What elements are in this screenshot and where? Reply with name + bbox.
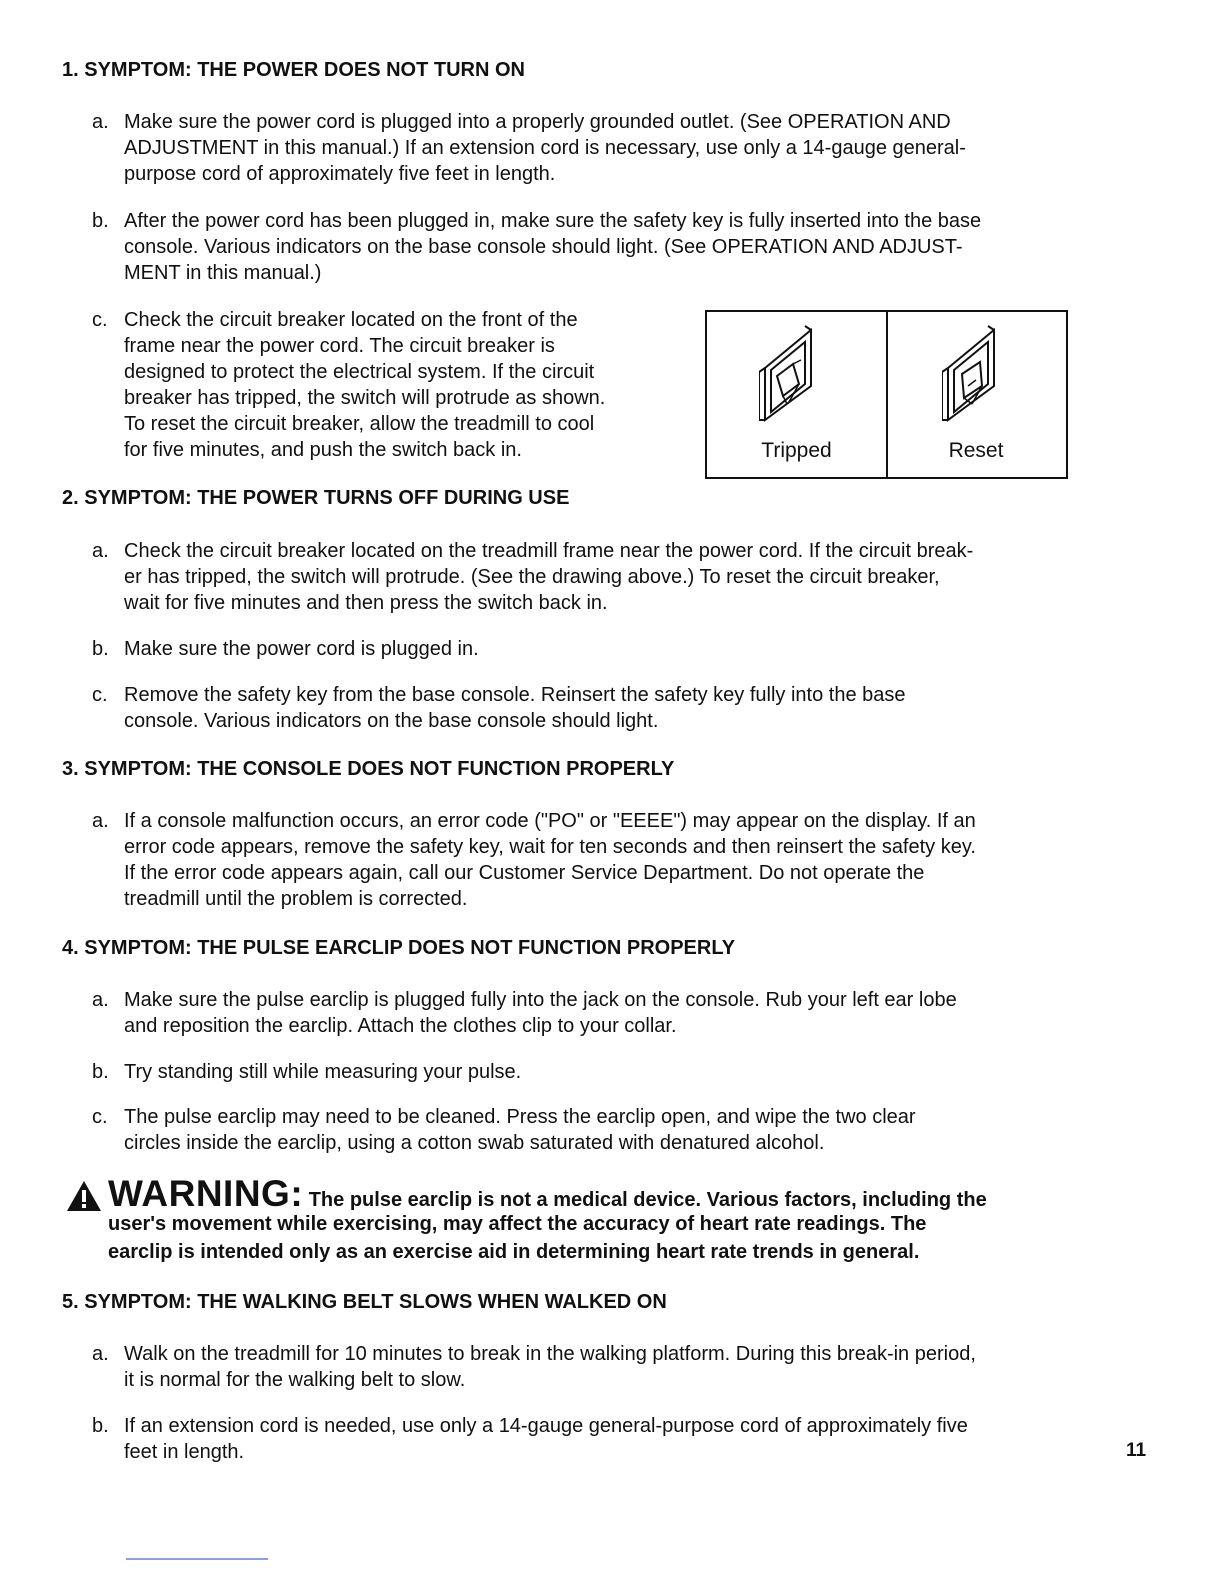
item-line: MENT in this manual.) [124,262,322,284]
section-1-heading: 1. SYMPTOM: THE POWER DOES NOT TURN ON [62,59,525,81]
item-letter: a. [92,111,109,133]
item-letter: b. [92,1061,109,1083]
warning-line: user's movement while exercising, may affect the accuracy of heart rate readings. The [108,1213,927,1235]
item-line: Check the circuit breaker located on the treadmill frame near the power cord. If the circuit break- [124,540,974,562]
item-line: console. Various indicators on the base console should light. (See OPERATION AND ADJUST- [124,236,963,258]
item-letter: b. [92,638,109,660]
circuit-breaker-switch-icon [759,324,839,424]
section-3-item-a [92,808,1092,914]
section-5-item-a [92,1341,1092,1395]
section-1-item-b [92,208,1092,288]
section-5-item-b [92,1413,1092,1467]
item-line: If a console malfunction occurs, an error code ("PO" or "EEEE") may appear on the display. If an [124,810,976,832]
footer-rule [126,1558,268,1560]
section-4-item-c [92,1104,1092,1158]
item-line: To reset the circuit breaker, allow the treadmill to cool [124,413,595,435]
warning-line: earclip is intended only as an exercise aid in determining heart rate trends in general. [108,1241,920,1263]
item-line: The pulse earclip may need to be cleaned. Press the earclip open, and wipe the two clear [124,1106,916,1128]
item-line: After the power cord has been plugged in, make sure the safety key is fully inserted into the base [124,210,982,232]
warning-triangle-icon [66,1180,102,1212]
figure-cell-tripped [707,312,888,477]
warning-word: WARNING: [108,1173,304,1214]
item-letter: c. [92,684,108,706]
item-line: error code appears, remove the safety key, wait for ten seconds and then reinsert the safety key. [124,836,976,858]
circuit-breaker-figure [705,310,1068,479]
section-4-heading: 4. SYMPTOM: THE PULSE EARCLIP DOES NOT FUNCTION PROPERLY [62,937,736,959]
item-line: designed to protect the electrical system. If the circuit [124,361,595,383]
item-letter: b. [92,210,109,232]
item-line: purpose cord of approximately five feet in length. [124,163,556,185]
item-letter: c. [92,309,108,331]
tripped-label: Tripped [761,439,832,462]
section-3-heading: 3. SYMPTOM: THE CONSOLE DOES NOT FUNCTION PROPERLY [62,758,675,780]
item-line: If the error code appears again, call our Customer Service Department. Do not operate the [124,862,925,884]
item-line: feet in length. [124,1441,245,1463]
item-line: circles inside the earclip, using a cotton swab saturated with denatured alcohol. [124,1132,825,1154]
item-line: ADJUSTMENT in this manual.) If an extension cord is necessary, use only a 14-gauge general- [124,137,966,159]
item-line: it is normal for the walking belt to slow. [124,1369,466,1391]
item-letter: a. [92,810,109,832]
item-line: frame near the power cord. The circuit breaker is [124,335,555,357]
item-line: Check the circuit breaker located on the front of the [124,309,578,331]
circuit-breaker-switch-icon [942,324,1022,424]
item-line: console. Various indicators on the base console should light. [124,710,659,732]
section-4-item-a [92,987,1092,1041]
item-line: wait for five minutes and then press the switch back in. [124,592,608,614]
item-line: treadmill until the problem is corrected. [124,888,468,910]
section-1-item-c [92,307,692,467]
section-2-item-a [92,538,1092,618]
item-letter: a. [92,1343,109,1365]
item-letter: a. [92,540,109,562]
item-line: Make sure the power cord is plugged into a properly grounded outlet. (See OPERATION AND [124,111,951,133]
item-letter: a. [92,989,109,1011]
section-2-item-c [92,682,1092,736]
item-line: Make sure the pulse earclip is plugged fully into the jack on the console. Rub your left ear lobe [124,989,957,1011]
section-2-heading: 2. SYMPTOM: THE POWER TURNS OFF DURING USE [62,487,570,509]
warning-block [66,1172,1146,1268]
section-5-heading: 5. SYMPTOM: THE WALKING BELT SLOWS WHEN WALKED ON [62,1291,667,1313]
item-letter: c. [92,1106,108,1128]
item-line: Remove the safety key from the base console. Reinsert the safety key fully into the base [124,684,906,706]
section-4-item-b [92,1059,1092,1087]
section-1-item-a [92,109,1092,189]
warning-line: The pulse earclip is not a medical device. Various factors, including the [308,1189,987,1211]
section-2-item-b [92,636,1092,664]
reset-label: Reset [948,439,1004,462]
page-number: 11 [1126,1440,1147,1461]
item-line: If an extension cord is needed, use only a 14-gauge general-purpose cord of approximately five [124,1415,968,1437]
item-letter: b. [92,1415,109,1437]
item-line: Make sure the power cord is plugged in. [124,638,479,660]
item-line: for five minutes, and push the switch back in. [124,439,522,461]
figure-cell-reset [886,312,1066,477]
item-line: er has tripped, the switch will protrude. (See the drawing above.) To reset the circuit breaker, [124,566,940,588]
item-line: and reposition the earclip. Attach the clothes clip to your collar. [124,1015,677,1037]
item-line: Walk on the treadmill for 10 minutes to break in the walking platform. During this break-in period, [124,1343,976,1365]
item-line: breaker has tripped, the switch will protrude as shown. [124,387,606,409]
item-line: Try standing still while measuring your pulse. [124,1061,522,1083]
